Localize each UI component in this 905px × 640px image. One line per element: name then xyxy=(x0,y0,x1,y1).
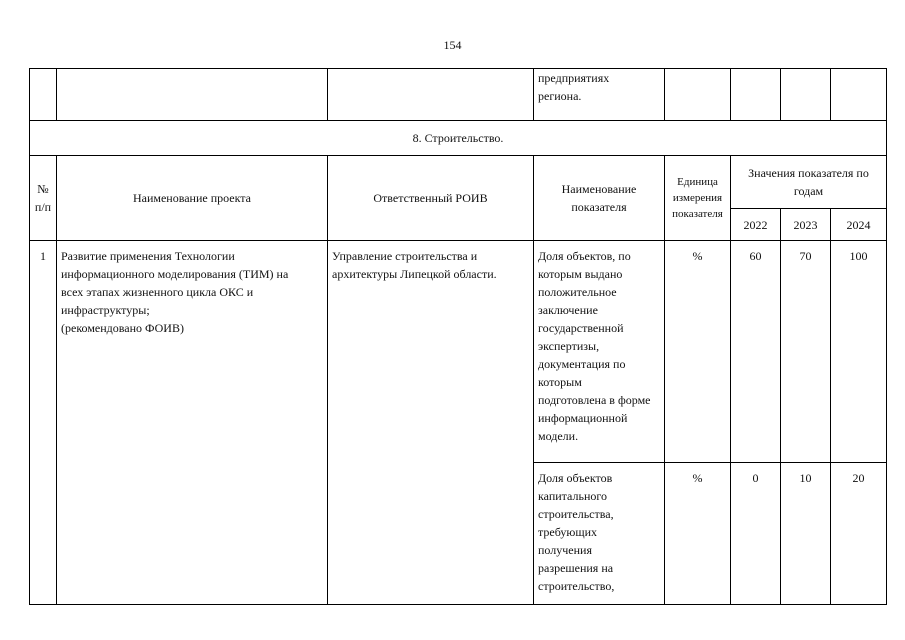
continuation-indicator-line: предприятиях xyxy=(538,71,610,85)
indicator-line: получения xyxy=(538,543,592,557)
header-unit-line: измерения xyxy=(672,192,723,204)
header-num-line: п/п xyxy=(34,200,52,214)
continuation-row xyxy=(30,69,887,121)
row-roiv-line: архитектуры Липецкой области. xyxy=(332,267,497,281)
indicator-line: заключение xyxy=(538,303,598,317)
header-year-2022: 2022 xyxy=(731,209,781,241)
row-roiv xyxy=(328,241,534,605)
row-value-2024: 100 xyxy=(831,241,887,463)
continuation-indicator-cell xyxy=(534,69,665,121)
indicator-line: подготовлена в форме xyxy=(538,393,651,407)
header-roiv: Ответственный РОИВ xyxy=(328,156,534,241)
section-title: 8. Строительство. xyxy=(30,121,887,156)
row-value-2023: 10 xyxy=(781,463,831,605)
indicator-line: строительства, xyxy=(538,507,614,521)
header-num-line: № xyxy=(37,182,49,196)
continuation-indicator-line: региона. xyxy=(538,89,582,103)
indicator-line: положительное xyxy=(538,285,617,299)
indicator-line: документация по xyxy=(538,357,626,371)
header-values xyxy=(731,156,887,209)
indicator-line: разрешения на xyxy=(538,561,614,575)
indicator-line: которым выдано xyxy=(538,267,623,281)
indicator-line: информационной xyxy=(538,411,628,425)
row-project-note: (рекомендовано ФОИВ) xyxy=(61,321,184,335)
row-project-line: всех этапах жизненного цикла ОКС и xyxy=(61,285,254,299)
header-unit xyxy=(665,156,731,241)
row-value-2024: 20 xyxy=(831,463,887,605)
table-row xyxy=(30,241,887,463)
header-project: Наименование проекта xyxy=(57,156,328,241)
header-year-2023: 2023 xyxy=(781,209,831,241)
row-project-line: информационного моделирования (ТИМ) на xyxy=(61,267,289,281)
header-values-line: годам xyxy=(793,184,824,198)
row-indicator xyxy=(534,463,665,605)
indicator-line: государственной xyxy=(538,321,624,335)
row-num: 1 xyxy=(30,241,57,605)
header-values-line: Значения показателя по xyxy=(748,166,869,180)
indicator-line: строительство, xyxy=(538,579,615,593)
row-project-line: инфраструктуры; xyxy=(61,303,150,317)
row-roiv-line: Управление строительства и xyxy=(332,249,478,263)
header-indicator xyxy=(534,156,665,241)
indicator-line: которым xyxy=(538,375,582,389)
continuation-num-cell xyxy=(30,69,57,121)
header-unit-line: показателя xyxy=(672,208,723,220)
row-value-2022: 0 xyxy=(731,463,781,605)
row-project-line: Развитие применения Технологии xyxy=(61,249,235,263)
row-indicator xyxy=(534,241,665,463)
row-value-2023: 70 xyxy=(781,241,831,463)
indicator-line: требующих xyxy=(538,525,597,539)
continuation-unit-cell xyxy=(665,69,731,121)
header-year-2024: 2024 xyxy=(831,209,887,241)
row-unit: % xyxy=(665,241,731,463)
indicators-table xyxy=(29,68,887,605)
continuation-year-cell xyxy=(731,69,781,121)
indicator-line: Доля объектов xyxy=(538,471,613,485)
continuation-project-cell xyxy=(57,69,328,121)
indicator-line: модели. xyxy=(538,429,579,443)
indicator-line: экспертизы, xyxy=(538,339,600,353)
header-row xyxy=(30,156,887,209)
continuation-year-cell xyxy=(781,69,831,121)
header-num xyxy=(30,156,57,241)
header-unit-line: Единица xyxy=(677,176,718,188)
header-indicator-line: показателя xyxy=(571,200,627,214)
indicator-line: Доля объектов, по xyxy=(538,249,631,263)
row-unit: % xyxy=(665,463,731,605)
section-row xyxy=(30,121,887,156)
continuation-year-cell xyxy=(831,69,887,121)
continuation-roiv-cell xyxy=(328,69,534,121)
row-project xyxy=(57,241,328,605)
page-number: 154 xyxy=(443,38,462,52)
indicator-line: капитального xyxy=(538,489,607,503)
row-value-2022: 60 xyxy=(731,241,781,463)
header-indicator-line: Наименование xyxy=(561,182,637,196)
